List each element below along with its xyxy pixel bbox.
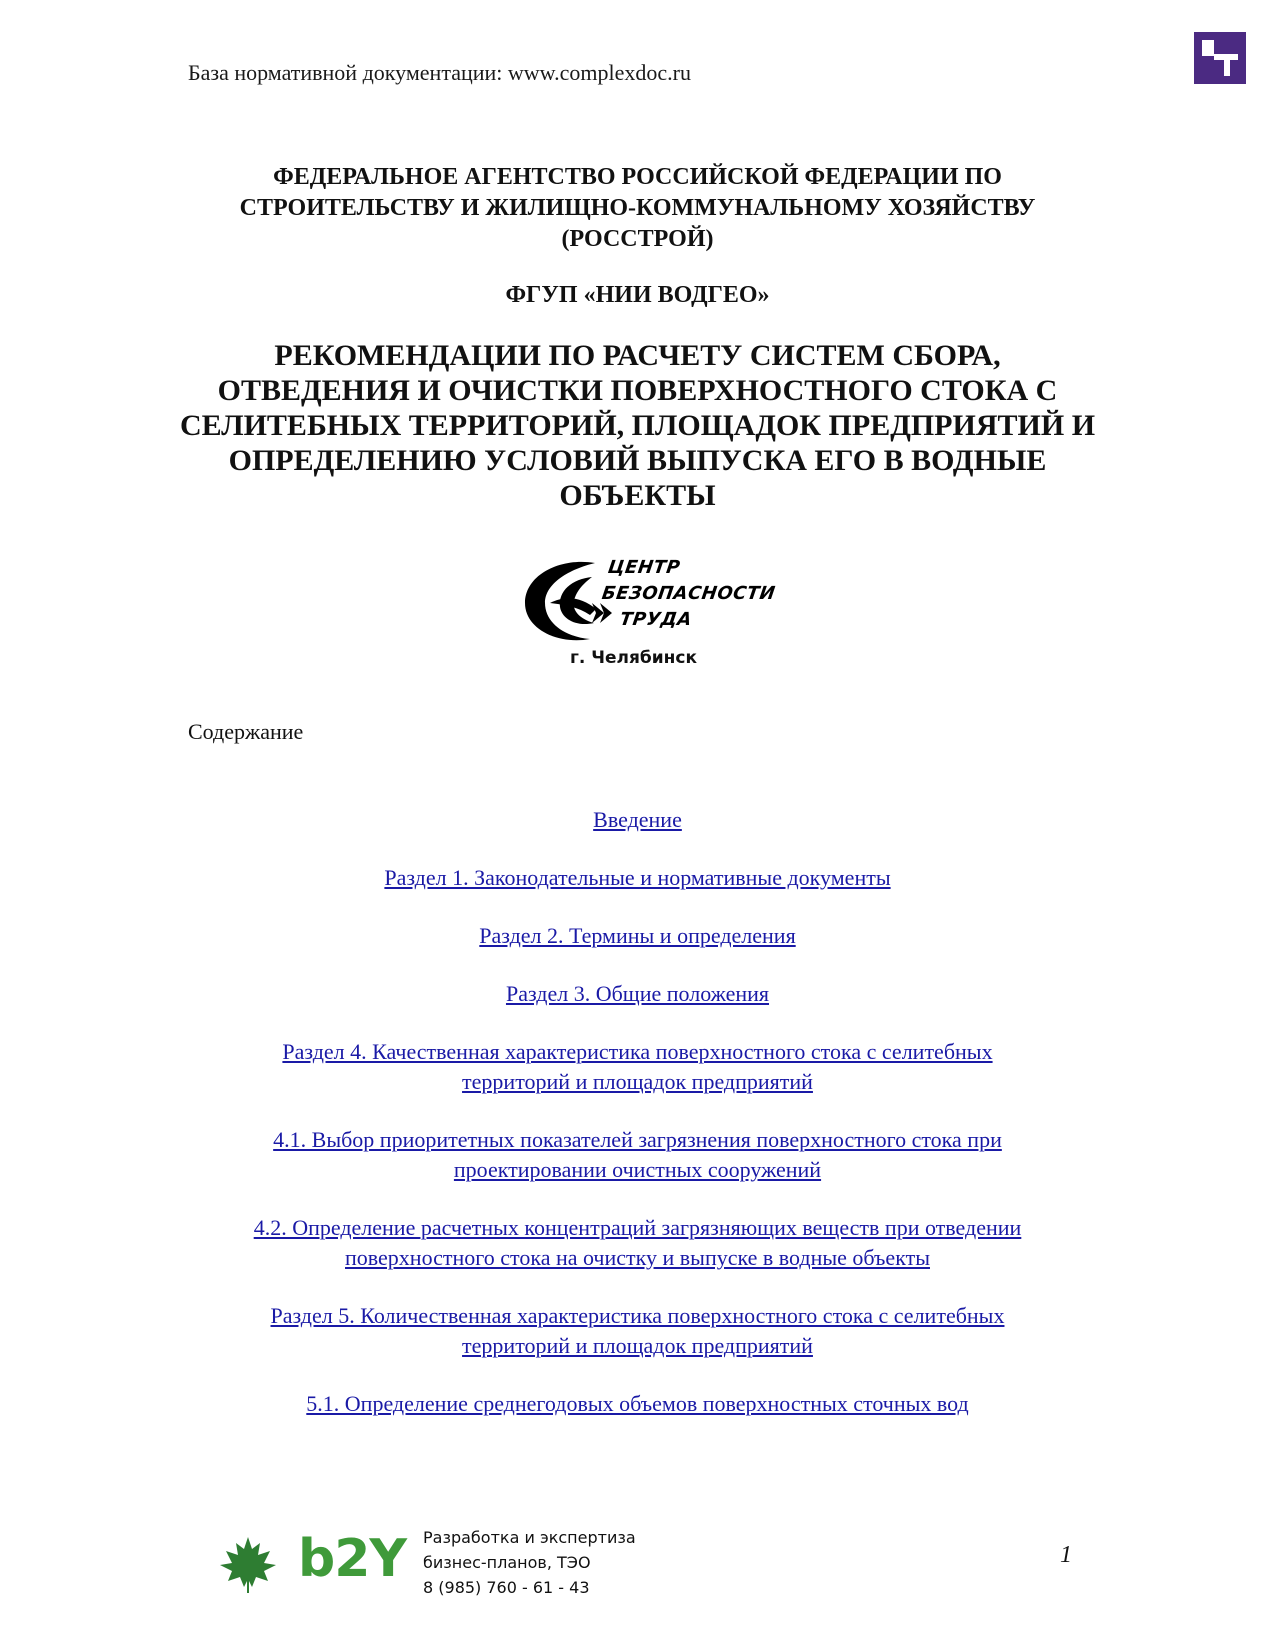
b2y-brand: b2Y <box>298 1529 407 1589</box>
toc-link[interactable]: Раздел 4. Качественная характеристика поверхностного стока с селитебных <box>282 1039 993 1064</box>
toc-link[interactable]: 4.2. Определение расчетных концентраций загрязняющих веществ при отведении <box>253 1215 1022 1240</box>
institute-name: ФГУП «НИИ ВОДГЕО» <box>505 282 770 308</box>
toc-link[interactable]: Раздел 2. Термины и определения <box>479 923 796 948</box>
center-logo <box>520 555 777 675</box>
toc-link[interactable]: Раздел 3. Общие положения <box>505 981 770 1006</box>
agency-line: СТРОИТЕЛЬСТВУ И ЖИЛИЩНО-КОММУНАЛЬНОМУ ХОЗЯЙСТВУ <box>239 195 1036 221</box>
title-line: РЕКОМЕНДАЦИИ ПО РАСЧЕТУ СИСТЕМ СБОРА, <box>274 339 1001 372</box>
footer-advert <box>210 1525 670 1605</box>
corner-logo-icon <box>1194 32 1246 84</box>
center-logo-city: г. Челябинск <box>570 648 698 668</box>
toc-heading: Содержание <box>188 719 304 744</box>
toc-link[interactable]: Введение <box>593 807 682 832</box>
toc-item <box>150 921 1125 951</box>
toc-link[interactable]: поверхностного стока на очистку и выпуске в водные объекты <box>345 1245 930 1270</box>
toc-link[interactable]: Раздел 1. Законодательные и нормативные документы <box>384 865 891 890</box>
toc-link[interactable]: территорий и площадок предприятий <box>462 1333 813 1358</box>
toc-link[interactable]: территорий и площадок предприятий <box>462 1069 813 1094</box>
toc-item <box>150 1213 1125 1273</box>
toc-link[interactable]: Раздел 5. Количественная характеристика поверхностного стока с селитебных <box>270 1303 1005 1328</box>
toc-link[interactable]: 4.1. Выбор приоритетных показателей загрязнения поверхностного стока при <box>273 1127 1002 1152</box>
title-line: ОПРЕДЕЛЕНИЮ УСЛОВИЙ ВЫПУСКА ЕГО В ВОДНЫЕ <box>228 444 1047 477</box>
site-header: База нормативной документации: www.complexdoc.ru <box>188 60 691 85</box>
footer-line: Разработка и экспертиза <box>423 1528 636 1547</box>
footer-line: бизнес-планов, ТЭО <box>423 1553 591 1572</box>
center-logo-line: ТРУДА <box>618 609 694 630</box>
toc-item <box>150 1125 1125 1185</box>
toc-item <box>150 979 1125 1009</box>
toc-item <box>150 1301 1125 1361</box>
toc-item <box>150 805 1125 835</box>
toc-item <box>150 1389 1125 1419</box>
toc-link[interactable]: проектировании очистных сооружений <box>453 1157 822 1182</box>
agency-line: (РОССТРОЙ) <box>561 226 714 252</box>
center-logo-line: ЦЕНТР <box>606 557 682 578</box>
title-line: ОТВЕДЕНИЯ И ОЧИСТКИ ПОВЕРХНОСТНОГО СТОКА С <box>217 374 1058 407</box>
footer-line: 8 (985) 760 - 61 - 43 <box>423 1578 590 1597</box>
toc-link[interactable]: 5.1. Определение среднегодовых объемов поверхностных сточных вод <box>306 1391 969 1416</box>
title-line: ОБЪЕКТЫ <box>559 479 716 512</box>
agency-line: ФЕДЕРАЛЬНОЕ АГЕНТСТВО РОССИЙСКОЙ ФЕДЕРАЦИИ ПО <box>273 164 1002 190</box>
center-logo-line: БЕЗОПАСНОСТИ <box>600 583 777 604</box>
toc-item <box>150 863 1125 893</box>
title-line: СЕЛИТЕБНЫХ ТЕРРИТОРИЙ, ПЛОЩАДОК ПРЕДПРИЯТИЙ И <box>179 409 1096 442</box>
page-number: 1 <box>1060 1542 1072 1568</box>
maple-leaf-icon <box>218 1535 278 1600</box>
table-of-contents <box>150 805 1125 1447</box>
toc-item <box>150 1037 1125 1097</box>
footer-contact <box>423 1525 636 1600</box>
document-title <box>150 338 1125 513</box>
agency-name <box>0 162 1275 255</box>
